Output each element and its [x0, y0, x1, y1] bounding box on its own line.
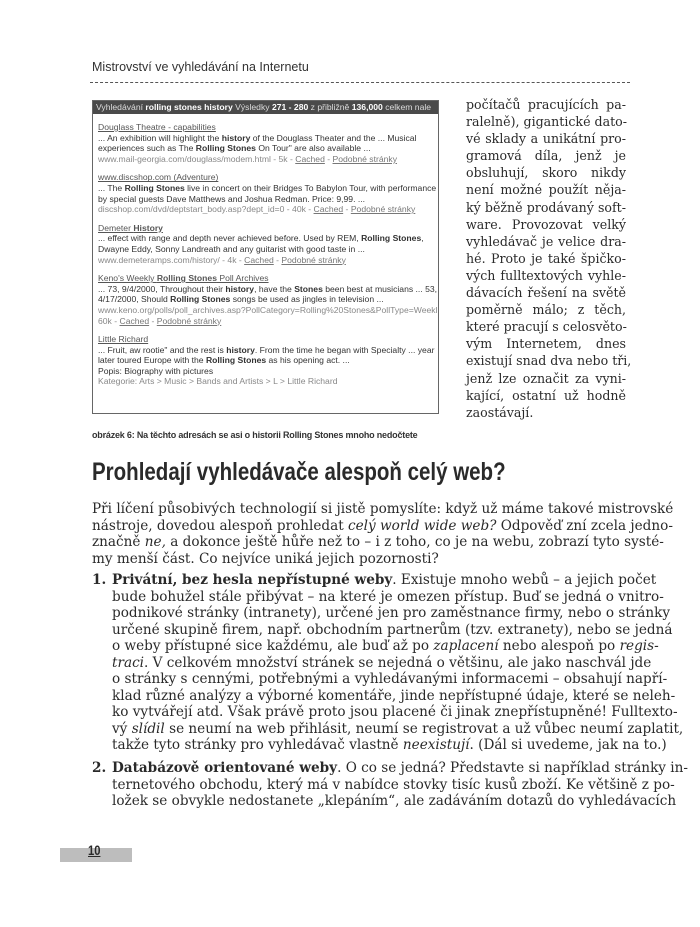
result-link[interactable]: Cached	[295, 153, 325, 164]
result-snippet-line	[98, 345, 438, 356]
list-number: 2.	[92, 760, 107, 776]
result-link[interactable]: Cached	[244, 254, 274, 265]
text-run: podnikové stránky (intranety), určené jen pro zaměstnance firmy, nebo o stránky	[112, 605, 671, 621]
text-run: www.mail-georgia.com/douglass/modem.html - 5k -	[98, 153, 296, 164]
text-line: vých fulltextových vyhle-	[466, 267, 626, 283]
running-head: Mistrovství ve vyhledávání na Internetu	[92, 60, 309, 74]
text-run: 271 - 280	[271, 102, 309, 112]
text-run: . Existuje mnoho webů – a jejich počet	[392, 572, 657, 588]
text-line: ký běžně prodávaný soft-	[466, 199, 626, 215]
text-line	[112, 793, 677, 810]
text-run: 60k -	[98, 315, 120, 326]
result-title[interactable]	[98, 334, 438, 345]
text-run: Douglass Theatre - capabilities	[98, 122, 216, 132]
result-url	[98, 305, 438, 316]
text-run: Vyhledávání	[96, 102, 146, 112]
text-run: Rolling Stones	[124, 182, 185, 193]
text-run: history	[225, 283, 255, 294]
text-line	[112, 638, 659, 655]
figure-caption: obrázek 6: Na těchto adresách se asi o historii Rolling Stones mnoho nedočtete	[92, 430, 418, 440]
result-snippet-line	[98, 233, 438, 244]
text-run: bude bohužel stále přibývat – na které je omezen přístup. Buď se jedná o vnitro-	[112, 588, 664, 605]
text-line	[112, 720, 684, 738]
text-run: www.discshop.com (Adventure)	[98, 172, 219, 183]
text-run: Little Richard	[98, 334, 149, 345]
text-run: ,	[421, 233, 424, 244]
text-run: klad různé analýzy a výborné komentáře, jinde nepřístupné údaje, které se neleh-	[112, 687, 676, 704]
text-line	[112, 572, 657, 589]
search-result	[98, 122, 438, 164]
text-run: Dwayne Eddy, Sonny Landreath and any guitarist with good taste in ...	[98, 243, 365, 254]
text-run: Rolling Stones	[195, 143, 256, 154]
text-line	[112, 621, 673, 639]
text-run: z přibližně	[308, 102, 352, 112]
text-run: www.demeteramps.com/history/ - 4k -	[98, 254, 245, 265]
text-run: Keno's Weekly	[98, 273, 157, 284]
text-line: kající, ostatní už hodně	[466, 387, 626, 403]
result-link[interactable]: Cached	[119, 315, 150, 326]
text-run: ko vytvářejí atd. Však právě proto jsou placené či jinak znepřístupněné! Fulltexto-	[112, 704, 678, 720]
list-number: 1.	[92, 572, 107, 588]
text-line: počítačů pracujících pa-	[466, 97, 626, 112]
text-line	[92, 501, 674, 518]
text-line: existují snad dva nebo tři,	[466, 353, 632, 369]
text-run: Rolling Stones	[170, 294, 231, 305]
text-run: Odpověď zní zcela jedno-	[496, 517, 673, 534]
result-snippet-line	[98, 366, 438, 377]
text-run: Demeter	[98, 222, 134, 233]
text-run: nebo alespoň po	[498, 638, 620, 654]
result-link[interactable]: Cached	[313, 204, 344, 215]
text-run: ... Fruit, aw rootie" and the rest is	[98, 344, 227, 355]
text-line: obsluhují, skoro nikdy	[466, 165, 626, 181]
text-run: ložek se obvykle nedostanete „klepáním“, ale zadáváním dotazů do vyhledávacích	[112, 793, 677, 809]
text-line: které pracují s celosvěto-	[466, 319, 627, 335]
text-run: ne,	[144, 534, 166, 550]
result-title[interactable]	[98, 223, 438, 234]
text-run: -	[343, 204, 351, 215]
text-run: Kategorie: Arts > Music > Bands and Artists > L > Little Richard	[98, 376, 338, 387]
text-run: Rolling Stones	[361, 233, 422, 244]
result-url	[98, 154, 438, 165]
text-run: History	[133, 222, 163, 233]
text-run: regis-	[619, 638, 659, 654]
text-line	[112, 776, 675, 794]
text-run: later toured Europe with the	[98, 355, 206, 366]
text-run: traci	[112, 654, 145, 671]
text-run: live in concert on their Bridges To Babylon Tour, with performance	[184, 182, 437, 193]
text-run: Popis: Biography with pictures	[98, 365, 214, 376]
text-line: dávacích řešení na světě	[466, 285, 626, 301]
result-snippet-line	[98, 244, 438, 255]
result-snippet-line	[98, 284, 438, 295]
text-run: 136,000	[351, 102, 383, 112]
text-run: vý	[112, 720, 132, 737]
text-run: ... 73, 9/4/2000, Throughout their	[98, 283, 226, 294]
result-snippet-line	[98, 143, 438, 154]
intro-paragraph	[92, 501, 674, 567]
search-result	[98, 223, 438, 265]
text-line: hé. Proto je také špičko-	[466, 250, 626, 266]
text-run: www.keno.org/polls/poll_archives.asp?PollCategory=Rolling%20Stones&PollType=Weekl	[98, 304, 438, 315]
result-snippet-line	[98, 133, 438, 144]
text-line: vým Internetem, dnes	[466, 336, 626, 352]
result-link[interactable]: Podobné stránky	[156, 315, 222, 326]
text-run: On Tour" are also available ...	[255, 143, 371, 154]
text-run: slídil	[131, 720, 165, 737]
list-body	[112, 760, 688, 810]
result-snippet-line	[98, 194, 438, 205]
text-run: , have the	[254, 283, 295, 294]
result-url	[98, 376, 438, 387]
result-title[interactable]	[98, 172, 438, 183]
search-results-screenshot	[92, 100, 439, 414]
search-result	[98, 334, 438, 387]
text-line: jenž lze označit za vyni-	[466, 370, 626, 386]
text-line	[112, 671, 668, 688]
text-run: 4/17/2000, Should	[98, 294, 171, 305]
text-line: zaostávají.	[466, 404, 534, 420]
text-run: of the Douglass Theater and the ... Musical	[250, 132, 417, 143]
text-run: Rolling Stones	[205, 355, 267, 366]
text-run: . O co se jedná? Představte si například stránky in-	[337, 760, 688, 776]
result-link[interactable]: Podobné stránky	[332, 153, 398, 164]
result-snippet-line	[98, 183, 438, 194]
text-line: vé sklady a unikátní pro-	[466, 131, 626, 147]
text-run: -	[324, 153, 333, 164]
text-run: as his opening act. ...	[266, 355, 350, 366]
text-line	[112, 687, 676, 705]
text-line	[112, 760, 688, 777]
text-run: . (Dál si uvedeme, jak na to.)	[469, 737, 667, 753]
text-line	[92, 517, 673, 535]
text-run: Při líčení působivých technologií si jistě pomyslíte: když už máme takové mistrovské	[92, 501, 674, 517]
text-run: značně	[92, 534, 145, 550]
text-line	[112, 737, 667, 754]
text-run: -	[273, 254, 282, 265]
text-run: celý world wide web?	[348, 517, 497, 534]
text-line	[112, 605, 671, 622]
result-url	[98, 316, 438, 327]
result-snippet-line	[98, 294, 438, 305]
text-run: takže tyto stránky pro vyhledávač vlastně	[112, 737, 403, 753]
result-title[interactable]	[98, 273, 438, 284]
list-item-2	[92, 760, 688, 810]
text-run: neexistují	[402, 737, 470, 753]
text-run: Stones	[294, 283, 323, 294]
text-line: ware. Provozovat velký	[466, 216, 626, 232]
text-run: Rolling Stones	[156, 273, 217, 284]
text-line	[92, 534, 664, 551]
page-number: 10	[88, 842, 101, 858]
text-run: ... The	[98, 182, 125, 193]
text-run: ... effect with range and depth never achieved before. Used by REM,	[98, 233, 362, 244]
text-run: rolling stones history	[145, 102, 233, 112]
text-run: history	[226, 344, 255, 355]
text-run: songs be used as jingles in television ...	[230, 294, 384, 305]
text-line: poměrně málo; z těch,	[466, 302, 626, 318]
text-run: ... An exhibition will highlight the	[98, 132, 222, 143]
text-run: Databázově orientované weby	[112, 760, 338, 776]
text-run: o weby přístupné sice každému, ale buď až po	[112, 638, 434, 654]
text-run: discshop.com/dvd/deptstart_body.asp?dept_id=0 - 40k -	[98, 204, 314, 215]
search-result	[98, 172, 438, 214]
text-run: my menší část. Co nejvíce uniká jejich pozornosti?	[92, 550, 439, 567]
search-result	[98, 273, 438, 326]
text-run: -	[149, 315, 157, 326]
text-line	[112, 704, 678, 721]
text-run: a dokonce ještě hůře než to – i z toho, co je na webu, zobrazí tyto systé-	[165, 534, 664, 550]
side-column-text	[466, 96, 632, 421]
text-run: . V celkovém množství stránek se nejedná o většinu, ale jako naschvál jde	[144, 654, 652, 671]
text-run: určené skupině firem, např. obchodním partnerům (tzv. extranety), nebo se jedná	[112, 621, 673, 638]
text-run: nástroje, dovedou alespoň prohledat	[92, 517, 349, 534]
text-line: není možné použít něja-	[466, 182, 626, 198]
text-run: been best at musicians ... 53,	[322, 283, 438, 294]
text-line	[112, 588, 664, 606]
text-run: by special guests Dave Matthews and Joshua Redman. Price: 9,99. ...	[98, 193, 366, 204]
text-run: experiences such as The	[98, 143, 196, 154]
text-run: Výsledky	[232, 102, 272, 112]
text-run: history	[221, 132, 251, 143]
result-title[interactable]	[98, 122, 438, 133]
list-item-1	[92, 572, 684, 754]
text-run: zaplacení	[433, 638, 499, 654]
text-run: . From the time he began with Specialty ... year	[254, 344, 435, 355]
text-run: se neumí na web přihlásit, neumí se registrovat a už vůbec neumí zaplatit,	[164, 720, 684, 737]
result-link[interactable]: Podobné stránky	[350, 204, 416, 215]
result-url	[98, 255, 438, 266]
text-run: o stránky s cennými, potřebnými a vyhledávanými informacemi – obsahují napří-	[112, 671, 668, 687]
text-line	[112, 654, 652, 672]
text-line	[92, 551, 624, 568]
text-line: vyhledávač je velice dra-	[466, 233, 626, 249]
text-run: ternetového obchodu, který má v nabídce stovky tisíc kusů zboží. Ke většině z po-	[112, 776, 675, 793]
text-line: gramová díla, jenž je	[466, 148, 626, 164]
text-run: Poll Archives	[216, 273, 269, 284]
result-snippet-line	[98, 355, 438, 366]
text-line: ralelně), gigantické dato-	[466, 114, 627, 130]
list-body	[112, 572, 684, 754]
results-bar	[93, 101, 438, 114]
text-run: Privátní, bez hesla nepřístupné weby	[112, 572, 393, 588]
result-link[interactable]: Podobné stránky	[281, 254, 346, 265]
section-heading: Prohledají vyhledávače alespoň celý web?	[92, 458, 506, 486]
text-run: celkem nale	[382, 102, 432, 112]
header-divider	[90, 82, 630, 83]
result-url	[98, 204, 438, 215]
